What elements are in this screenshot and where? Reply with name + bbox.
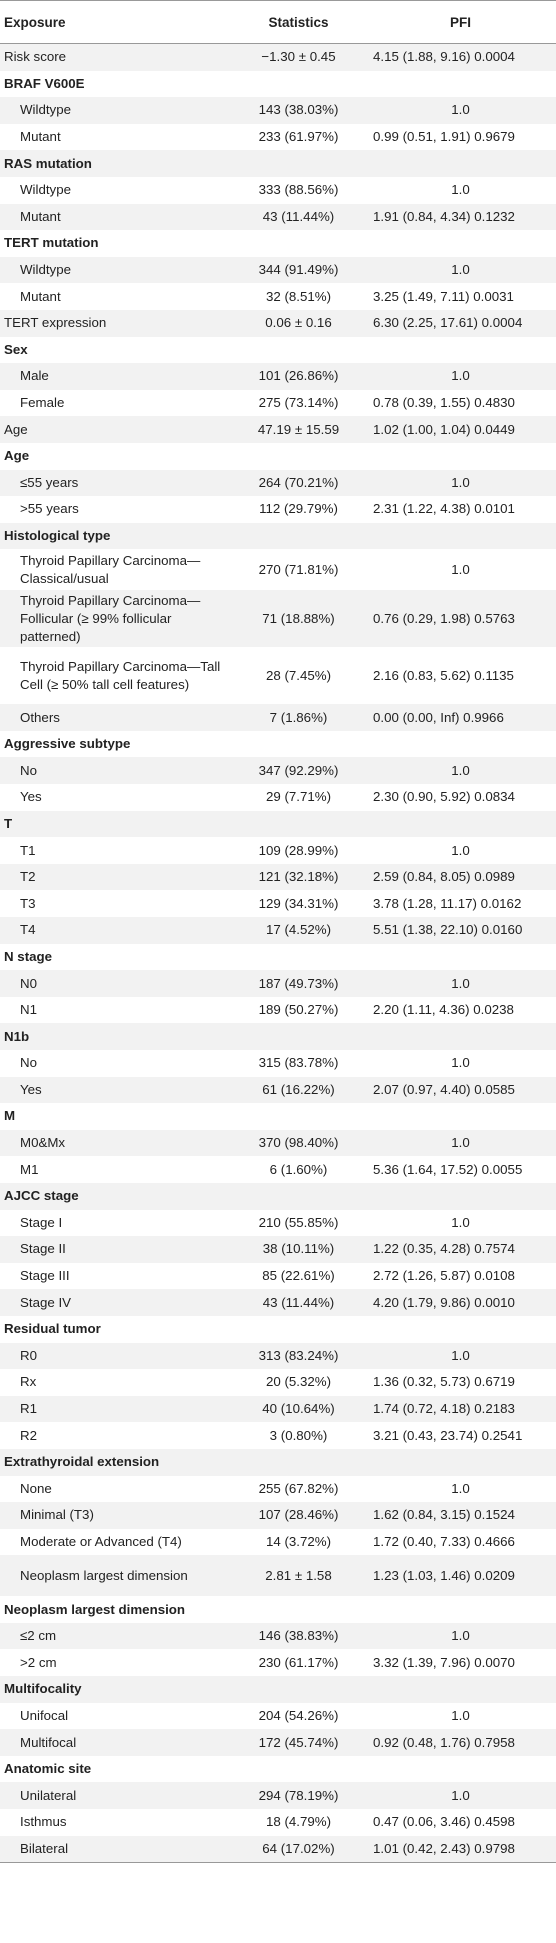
category-label: BRAF V600E [4,75,85,91]
table-row [0,257,556,284]
category-row [0,1756,556,1783]
table-row [0,44,556,71]
pfi-cell [365,1449,556,1476]
pfi-cell: 1.0 [365,1782,556,1809]
pfi-cell: 1.23 (1.03, 1.46) 0.0209 [365,1555,556,1596]
table-row [0,549,556,590]
table-row [0,1396,556,1423]
pfi-cell: 1.0 [365,1343,556,1370]
table-row [0,970,556,997]
exposure-label: Risk score [0,44,232,71]
pfi-cell: 0.92 (0.48, 1.76) 0.7958 [365,1729,556,1756]
header-statistics: Statistics [232,1,365,44]
exposure-label: TERT expression [0,310,232,337]
category-label: Multifocality [0,1676,232,1703]
table-row [0,997,556,1024]
exposure-label: T3 [20,895,36,911]
pfi-cell: 0.76 (0.29, 1.98) 0.5763 [365,590,556,647]
table-row [0,1289,556,1316]
exposure-label: Minimal (T3) [0,1502,232,1529]
category-label: Residual tumor [4,1321,101,1337]
statistics-cell: 146 (38.83%) [232,1623,365,1650]
pfi-cell: 1.0 [451,1480,470,1496]
exposure-label: Female [20,395,65,411]
pfi-cell: 1.0 [365,470,556,497]
statistics-cell: 29 (7.71%) [265,789,332,805]
exposure-label: Others [0,704,232,731]
table-row [0,917,556,944]
pfi-cell: 5.51 (1.38, 22.10) 0.0160 [365,917,556,944]
pfi-cell: 6.30 (2.25, 17.61) 0.0004 [365,310,556,337]
statistics-cell: 143 (38.03%) [232,97,365,124]
category-label: M [4,1108,16,1124]
category-label: Sex [4,341,28,357]
category-row [0,1596,556,1623]
exposure-label: Thyroid Papillary Carcinoma—Tall Cell (≥ 50% tall cell features) [20,658,221,692]
pfi-cell: 1.0 [365,363,556,390]
statistics-cell: 230 (61.17%) [258,1654,339,1670]
statistics-cell: 18 (4.79%) [265,1814,332,1830]
table-row [0,1729,556,1756]
statistics-cell: 344 (91.49%) [232,257,365,284]
pfi-cell: 1.01 (0.42, 2.43) 0.9798 [365,1836,556,1863]
statistics-cell: 101 (26.86%) [232,363,365,390]
statistics-cell: 107 (28.46%) [232,1502,365,1529]
table-row [0,837,556,864]
statistics-cell [232,1449,365,1476]
statistics-cell: 189 (50.27%) [258,1002,339,1018]
statistics-cell [232,1023,365,1050]
table-row [0,496,556,523]
statistics-cell: 20 (5.32%) [265,1374,332,1390]
statistics-cell: 172 (45.74%) [232,1729,365,1756]
pfi-cell: 2.31 (1.22, 4.38) 0.0101 [373,501,515,517]
pfi-cell: 2.20 (1.11, 4.36) 0.0238 [373,1002,514,1018]
statistics-cell: 85 (22.61%) [262,1268,335,1284]
table-row [0,704,556,731]
pfi-cell: 1.62 (0.84, 3.15) 0.1524 [365,1502,556,1529]
exposure-label: Stage III [20,1268,70,1284]
statistics-cell: 61 (16.22%) [232,1077,365,1104]
statistics-cell: 210 (55.85%) [258,1214,339,1230]
category-label: Age [4,448,30,464]
pfi-cell: 3.78 (1.28, 11.17) 0.0162 [373,895,522,911]
exposure-label: Wildtype [0,97,232,124]
pfi-cell: 3.32 (1.39, 7.96) 0.0070 [373,1654,515,1670]
category-label: Aggressive subtype [4,736,131,752]
category-label: Anatomic site [4,1761,92,1777]
category-row [0,1449,556,1476]
pfi-cell: 4.20 (1.79, 9.86) 0.0010 [365,1289,556,1316]
statistics-cell: 7 (1.86%) [232,704,365,731]
exposure-label: Multifocal [0,1729,232,1756]
table-row [0,864,556,891]
category-row [0,731,556,758]
pfi-cell: 0.47 (0.06, 3.46) 0.4598 [373,1814,515,1830]
exposure-label: Mutant [0,204,232,231]
pfi-cell [365,230,556,257]
exposure-label: Wildtype [20,182,71,198]
category-row [0,71,556,98]
exposure-label: R0 [0,1343,232,1370]
statistics-cell [232,1676,365,1703]
category-row [0,150,556,177]
table-row [0,1703,556,1730]
category-row [0,1676,556,1703]
category-row [0,1023,556,1050]
pfi-cell: 0.78 (0.39, 1.55) 0.4830 [373,395,515,411]
statistics-cell: 233 (61.97%) [258,129,339,145]
table-row [0,1050,556,1077]
table-body [0,44,556,1863]
table-row [0,1210,556,1237]
pfi-cell: 1.0 [451,182,470,198]
table-row [0,1369,556,1396]
table-header [0,1,556,44]
exposure-label: Age [0,416,232,443]
table-row [0,590,556,647]
exposure-label: Yes [20,789,42,805]
exposure-label: ≤55 years [0,470,232,497]
exposure-label: Thyroid Papillary Carcinoma—Follicular (≥ 99% follicular patterned) [0,590,232,647]
table-row [0,470,556,497]
category-row [0,1316,556,1343]
statistics-cell: 3 (0.80%) [269,1427,328,1443]
statistics-cell: 313 (83.24%) [232,1343,365,1370]
statistics-cell [232,944,365,971]
pfi-cell: 1.0 [451,1055,470,1071]
pfi-cell: 1.02 (1.00, 1.04) 0.0449 [365,416,556,443]
pfi-cell: 1.0 [365,970,556,997]
exposure-label: Mutant [20,288,61,304]
statistics-cell: 270 (71.81%) [258,561,339,577]
exposure-label: >2 cm [20,1654,57,1670]
statistics-cell: 333 (88.56%) [258,182,339,198]
pfi-cell: 1.22 (0.35, 4.28) 0.7574 [365,1236,556,1263]
exposure-label: N0 [0,970,232,997]
exposure-label: Stage I [20,1214,63,1230]
category-row [0,337,556,364]
statistics-cell: 14 (3.72%) [265,1533,332,1549]
category-label: TERT mutation [4,235,99,251]
pfi-cell [365,944,556,971]
table-row [0,1236,556,1263]
pfi-cell: 1.72 (0.40, 7.33) 0.4666 [373,1533,515,1549]
pfi-cell: 1.0 [365,757,556,784]
exposure-label: Moderate or Advanced (T4) [20,1533,182,1549]
category-row [0,1183,556,1210]
pfi-cell: 1.0 [365,257,556,284]
statistics-cell [232,230,365,257]
category-row [0,811,556,838]
statistics-cell [232,443,365,470]
table-row [0,1809,556,1836]
statistics-cell: 43 (11.44%) [232,204,365,231]
statistics-cell: 32 (8.51%) [265,288,332,304]
pfi-cell [365,731,556,758]
exposure-label: N1 [20,1002,37,1018]
pfi-cell [365,337,556,364]
statistics-cell: 294 (78.19%) [232,1782,365,1809]
statistics-cell [232,337,365,364]
statistics-cell: 275 (73.14%) [258,395,339,411]
pfi-cell [365,1103,556,1130]
pfi-cell: 5.36 (1.64, 17.52) 0.0055 [373,1161,523,1177]
table-row [0,1476,556,1503]
exposure-label: Unifocal [20,1707,69,1723]
exposure-label: Isthmus [20,1814,67,1830]
pfi-cell: 1.0 [451,842,470,858]
category-row [0,523,556,550]
table-row [0,390,556,417]
exposure-label: R1 [0,1396,232,1423]
table-row [0,97,556,124]
exposure-label: Wildtype [0,257,232,284]
statistics-cell: 64 (17.02%) [232,1836,365,1863]
statistics-cell [232,1596,365,1623]
table-row [0,1836,556,1863]
category-label: RAS mutation [0,150,232,177]
table-row [0,177,556,204]
pfi-cell: 3.25 (1.49, 7.11) 0.0031 [373,288,514,304]
statistics-cell: 129 (34.31%) [258,895,339,911]
table-row [0,1422,556,1449]
table-row [0,283,556,310]
pfi-cell [365,811,556,838]
pfi-cell: 1.36 (0.32, 5.73) 0.6719 [373,1374,515,1390]
pfi-cell: 2.59 (0.84, 8.05) 0.0989 [365,864,556,891]
statistics-cell: 264 (70.21%) [232,470,365,497]
table-row [0,1623,556,1650]
table-row [0,363,556,390]
statistics-cell [232,1103,365,1130]
statistics-cell: 204 (54.26%) [258,1707,339,1723]
table-row [0,124,556,151]
pfi-cell: 1.0 [451,1707,470,1723]
pfi-cell [365,1676,556,1703]
pfi-cell: 0.99 (0.51, 1.91) 0.9679 [373,129,515,145]
header-pfi: PFI [365,1,556,44]
statistics-cell [232,71,365,98]
exposure-label: Male [0,363,232,390]
statistics-cell: 43 (11.44%) [232,1289,365,1316]
table-row [0,784,556,811]
exposure-label: M1 [20,1161,39,1177]
table-row [0,1343,556,1370]
exposure-label: T2 [0,864,232,891]
exposure-label: No [20,1055,37,1071]
table-row [0,1782,556,1809]
exposure-label: Stage IV [0,1289,232,1316]
statistics-cell: 40 (10.64%) [232,1396,365,1423]
pfi-cell: 1.0 [451,1214,470,1230]
statistics-cell: 6 (1.60%) [269,1161,328,1177]
table-row [0,1502,556,1529]
exposure-label: T4 [0,917,232,944]
pfi-cell [365,71,556,98]
statistics-cell: 370 (98.40%) [232,1130,365,1157]
statistics-cell [232,1756,365,1783]
statistics-cell: 47.19 ± 15.59 [232,416,365,443]
header-exposure: Exposure [0,1,232,44]
table-row [0,1529,556,1556]
exposure-label: Neoplasm largest dimension [0,1555,232,1596]
exposure-label: Rx [20,1374,37,1390]
pfi-cell: 1.0 [365,1130,556,1157]
table-row [0,647,556,704]
table-row [0,757,556,784]
pfi-cell [365,443,556,470]
statistics-cell: 121 (32.18%) [232,864,365,891]
statistics-cell: 71 (18.88%) [232,590,365,647]
statistics-cell [232,1316,365,1343]
exposure-label: R2 [20,1427,37,1443]
category-label: Neoplasm largest dimension [4,1601,186,1617]
category-label: T [0,811,232,838]
pfi-cell: 2.30 (0.90, 5.92) 0.0834 [373,789,515,805]
statistics-cell: 0.06 ± 0.16 [232,310,365,337]
pfi-cell [365,1756,556,1783]
pfi-cell [365,150,556,177]
statistics-cell: 28 (7.45%) [265,667,332,683]
pfi-cell [365,1596,556,1623]
pfi-cell: 3.21 (0.43, 23.74) 0.2541 [373,1427,523,1443]
exposure-label: Bilateral [0,1836,232,1863]
pfi-cell: 4.15 (1.88, 9.16) 0.0004 [365,44,556,71]
statistics-cell: 17 (4.52%) [232,917,365,944]
pfi-cell [365,1316,556,1343]
statistics-cell: 255 (67.82%) [258,1480,339,1496]
statistics-cell: 315 (83.78%) [258,1055,339,1071]
table-row [0,1156,556,1183]
pfi-cell [365,1183,556,1210]
statistics-cell [232,811,365,838]
exposure-label: ≤2 cm [0,1623,232,1650]
statistics-cell: 2.81 ± 1.58 [232,1555,365,1596]
category-label: N stage [4,948,53,964]
pfi-cell: 1.74 (0.72, 4.18) 0.2183 [365,1396,556,1423]
statistics-cell: 38 (10.11%) [232,1236,365,1263]
pfi-cell: 1.0 [451,561,470,577]
exposure-label: Yes [0,1077,232,1104]
table-row [0,1077,556,1104]
pfi-cell: 1.0 [365,1623,556,1650]
category-label: AJCC stage [0,1183,232,1210]
statistics-cell [232,1183,365,1210]
pfi-cell: 2.16 (0.83, 5.62) 0.1135 [373,667,514,683]
statistics-cell: 112 (29.79%) [259,501,338,517]
table-row [0,1555,556,1596]
table-row [0,1130,556,1157]
statistics-cell: −1.30 ± 0.45 [232,44,365,71]
exposure-label: Thyroid Papillary Carcinoma—Classical/usual [20,552,201,586]
statistics-cell [232,731,365,758]
statistics-cell: 109 (28.99%) [258,842,339,858]
category-row [0,1103,556,1130]
category-label: Histological type [0,523,232,550]
table-row [0,1263,556,1290]
pfi-cell: 2.07 (0.97, 4.40) 0.0585 [365,1077,556,1104]
pfi-cell [365,1023,556,1050]
category-label: N1b [0,1023,232,1050]
table-row [0,310,556,337]
exposure-label: Stage II [0,1236,232,1263]
exposure-label: None [20,1480,52,1496]
category-row [0,443,556,470]
table-row [0,1649,556,1676]
category-row [0,944,556,971]
exposure-label: No [0,757,232,784]
exposure-label: Unilateral [0,1782,232,1809]
table-row [0,204,556,231]
pfi-cell: 1.0 [365,97,556,124]
exposure-label: T1 [20,842,36,858]
statistics-cell [232,523,365,550]
exposure-label: >55 years [20,501,79,517]
category-row [0,230,556,257]
statistics-cell: 347 (92.29%) [232,757,365,784]
pfi-cell: 0.00 (0.00, Inf) 0.9966 [365,704,556,731]
category-label: Extrathyroidal extension [0,1449,232,1476]
statistics-cell: 187 (49.73%) [232,970,365,997]
table-row [0,890,556,917]
statistics-cell [232,150,365,177]
pfi-cell [365,523,556,550]
pfi-cell: 2.72 (1.26, 5.87) 0.0108 [373,1268,515,1284]
table-row [0,416,556,443]
exposure-label: Mutant [20,129,61,145]
exposure-label: M0&Mx [0,1130,232,1157]
pfi-cell: 1.91 (0.84, 4.34) 0.1232 [365,204,556,231]
